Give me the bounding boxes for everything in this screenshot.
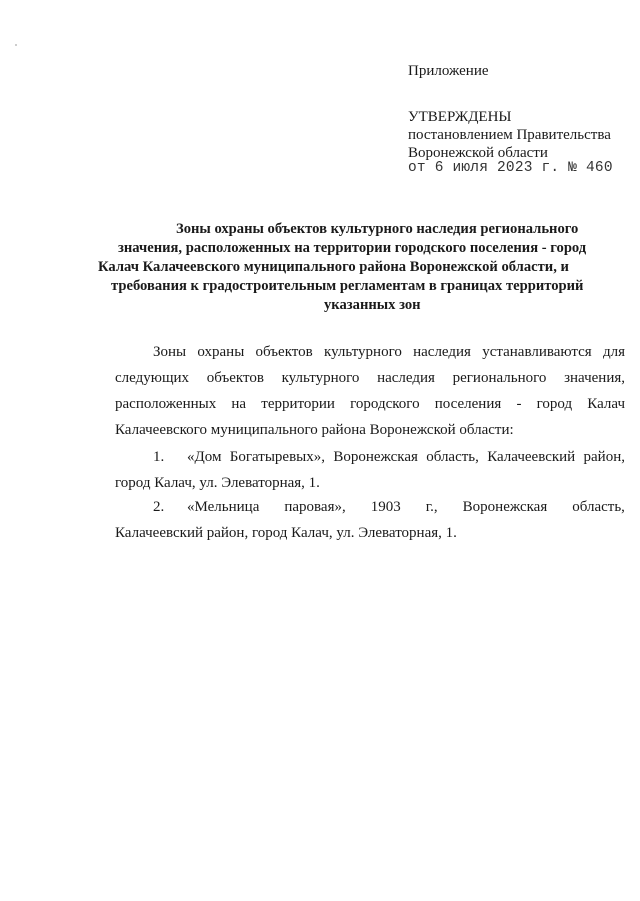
intro-line-1: Зоны охраны объектов культурного наследия устанавливаются для [153, 344, 625, 360]
title-line-1: Зоны охраны объектов культурного наследия регионального [176, 221, 579, 237]
appendix-label: Приложение [408, 63, 489, 79]
intro-line-2: следующих объектов культурного наследия регионального значения, [115, 370, 625, 386]
list-item-word: паровая», [284, 499, 346, 515]
list-item-text: «Дом Богатыревых», Воронежская область, Калачеевский район, [187, 449, 625, 465]
list-item-word: «Мельница [187, 499, 260, 515]
list-item-word: Воронежская [462, 499, 548, 515]
list-item-continuation: Калачеевский район, город Калач, ул. Элеваторная, 1. [115, 525, 457, 541]
list-item [115, 494, 625, 546]
document-title [98, 220, 636, 315]
list-item [115, 444, 625, 496]
list-item-first-line [115, 444, 625, 470]
list-item-number: 1. [153, 449, 165, 465]
list-item-continuation: город Калач, ул. Элеваторная, 1. [115, 475, 320, 491]
region-label: Воронежской области [408, 145, 548, 161]
list-item-word: 1903 [370, 499, 401, 515]
list-item-text [187, 494, 625, 520]
list-item-word: г., [425, 499, 438, 515]
decree-date-number: от 6 июля 2023 г. № 460 [408, 160, 613, 176]
list-item-justified-text [187, 494, 625, 520]
list-item-number: 2. [153, 499, 165, 515]
approved-label: УТВЕРЖДЕНЫ [408, 109, 512, 125]
intro-paragraph [115, 339, 625, 443]
title-line-5: указанных зон [324, 297, 421, 313]
decree-label: постановлением Правительства [408, 127, 611, 143]
list-item-word: область, [572, 499, 625, 515]
list-item-first-line [115, 494, 625, 520]
scan-speck [15, 44, 17, 46]
intro-line-4: Калачеевского муниципального района Воронежской области: [115, 422, 514, 438]
title-line-4: требования к градостроительным регламентам в границах территорий [111, 278, 584, 294]
intro-line-3: расположенных на территории городского поселения - город Калач [115, 396, 625, 412]
title-line-3: Калач Калачеевского муниципального района Воронежской области, и [98, 259, 569, 275]
title-line-2: значения, расположенных на территории городского поселения - город [118, 240, 587, 256]
